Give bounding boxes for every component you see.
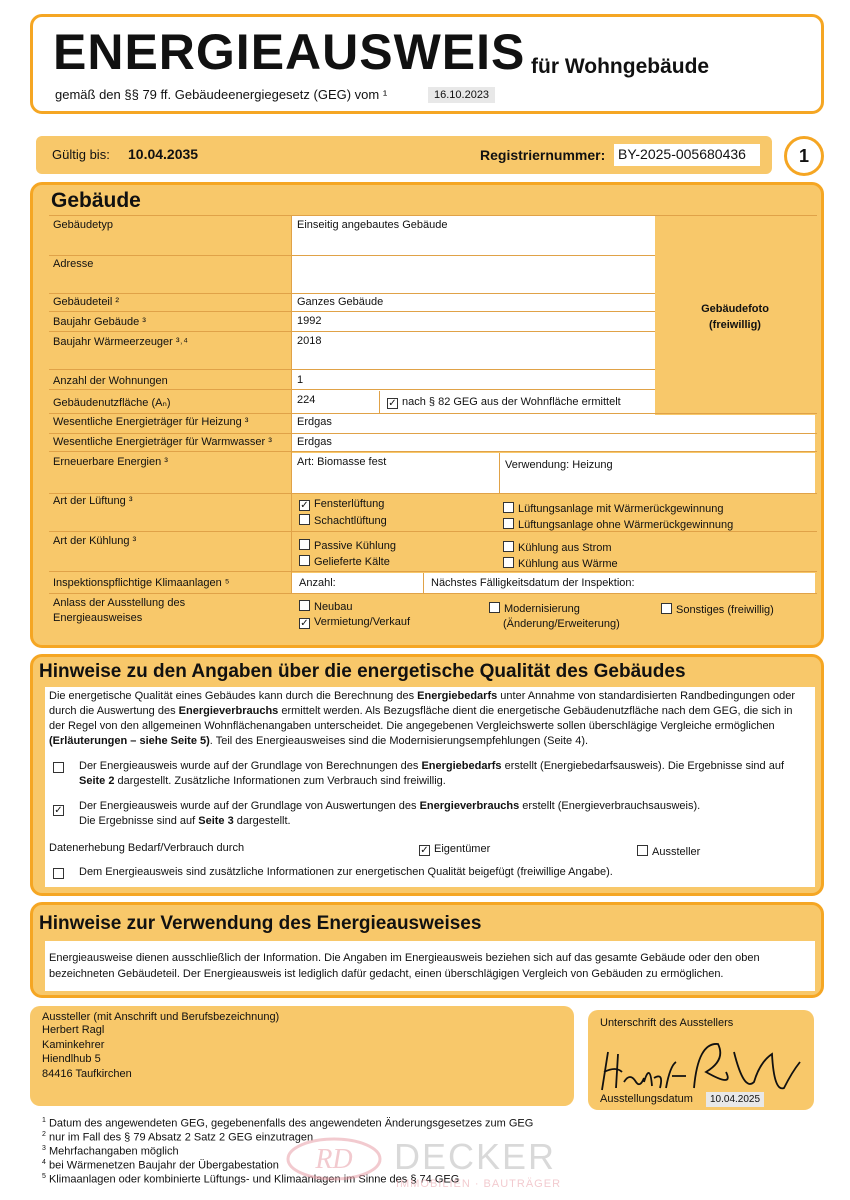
issue-date-label: Ausstellungsdatum <box>600 1093 693 1105</box>
vent-no-recovery-checkbox[interactable] <box>503 518 514 529</box>
reason-new-option: Neubau <box>299 600 353 613</box>
building-type-value: Einseitig angebautes Gebäude <box>297 219 448 231</box>
reason-rent-checkbox[interactable]: ✓ <box>300 618 309 629</box>
watermark-tagline: IMMOBILIEN · BAUTRÄGER <box>396 1178 562 1190</box>
floor-area-label: Gebäudenutzfläche (Aₙ) <box>53 397 171 409</box>
usage-text-1: Energieausweise dienen ausschließlich der Information. Die Angaben im Energieausweis beziehen sich auf das gesamte Gebäude oder den oben <box>49 952 760 964</box>
reason-new-checkbox[interactable] <box>299 600 310 611</box>
renewable-use: Verwendung: Heizung <box>505 459 613 471</box>
address-label: Adresse <box>53 258 94 270</box>
building-type-label: Gebäudetyp <box>53 219 113 231</box>
collection-issuer-checkbox[interactable] <box>637 845 648 856</box>
heater-year-value: 2018 <box>297 335 322 347</box>
reason-label-1: Anlass der Ausstellung des <box>53 597 186 609</box>
value-column-top <box>291 215 655 415</box>
document-subtitle: für Wohngebäude <box>531 55 710 78</box>
usage-checkbox[interactable]: ✓ <box>54 805 63 816</box>
building-part-value: Ganzes Gebäude <box>297 296 384 308</box>
ventilation-label: Art der Lüftung ³ <box>53 495 133 507</box>
footnote-4: $^4$ bei Wärmenetzen Baujahr der Übergabestation <box>42 1159 279 1172</box>
water-carrier-label: Wesentliche Energieträger für Warmwasser ³ <box>53 436 272 448</box>
collection-issuer-option: Aussteller <box>637 845 700 858</box>
usage-section-title: Hinweise zur Verwendung des Energieausweises <box>39 913 482 934</box>
units-label: Anzahl der Wohnungen <box>53 375 168 387</box>
notes-section-title: Hinweise zu den Angaben über die energetische Qualität des Gebäudes <box>39 661 686 682</box>
inspection-label: Inspektionspflichtige Klimaanlagen ⁵ <box>53 577 230 589</box>
notes-section <box>30 654 824 896</box>
watermark <box>284 1132 584 1196</box>
cool-delivered-option: Gelieferte Kälte <box>299 555 390 568</box>
issuer-box <box>30 1006 574 1106</box>
building-section <box>30 182 824 648</box>
valid-until-label: Gültig bis: <box>52 147 110 162</box>
cool-heat-checkbox[interactable] <box>503 557 514 568</box>
reason-modernisation-option: Modernisierung <box>489 602 580 615</box>
document-title: ENERGIEAUSWEIS <box>53 24 526 80</box>
footnote-1: $^1$ Datum des angewendeten GEG, gegebenenfalls des angewendeten Änderungsgesetzes zum GEG <box>42 1117 534 1130</box>
footnote-5: $^5$ Klimaanlagen oder kombinierte Lüftungs- und Klimaanlagen im Sinne des § 74 GEG <box>42 1173 460 1186</box>
construction-year-label: Baujahr Gebäude ³ <box>53 316 146 328</box>
vent-window-option: ✓ Fensterlüftung <box>300 498 385 511</box>
inspection-next-date: Nächstes Fälligkeitsdatum der Inspektion: <box>431 577 635 589</box>
registration-label: Registriernummer: <box>480 147 606 163</box>
photo-area <box>655 215 815 415</box>
vent-recovery-option: Lüftungsanlage mit Wärmerückgewinnung <box>503 502 723 515</box>
additional-info-checkbox[interactable] <box>53 868 64 879</box>
heating-carrier-value: Erdgas <box>297 416 332 428</box>
cool-electric-option: Kühlung aus Strom <box>503 541 612 554</box>
photo-label: Gebäudefoto <box>701 303 769 315</box>
page-number: 1 <box>784 136 824 176</box>
address-value <box>293 257 301 261</box>
collection-owner-option: ✓ Eigentümer <box>420 843 491 856</box>
data-collection-label: Datenerhebung Bedarf/Verbrauch durch <box>49 842 245 854</box>
vent-window-checkbox[interactable]: ✓ <box>300 500 309 511</box>
heating-carrier-label: Wesentliche Energieträger für Heizung ³ <box>53 416 249 428</box>
legal-basis: gemäß den §§ 79 ff. Gebäudeenergiegesetz (GEG) vom ¹ <box>55 87 388 102</box>
vent-shaft-checkbox[interactable] <box>299 514 310 525</box>
svg-text:RD: RD <box>315 1144 353 1175</box>
signature-label: Unterschrift des Ausstellers <box>600 1017 734 1029</box>
signature-box <box>588 1010 814 1110</box>
footnote-3: $^3$ Mehrfachangaben möglich <box>42 1145 179 1158</box>
validity-bar <box>36 136 772 174</box>
demand-option-text: Der Energieausweis wurde auf der Grundlage von Berechnungen des Energiebedarfs erstellt (Energiebedarfsausweis). Die Ergebnisse sind auf Seite 2 dargestellt. Zusätzliche Informationen zum Verbrauch sind freiwillig. <box>79 760 785 787</box>
collection-owner-checkbox[interactable]: ✓ <box>420 845 429 856</box>
building-part-label: Gebäudeteil ² <box>53 296 120 308</box>
issuer-name: Herbert Ragl <box>42 1024 105 1036</box>
reason-other-checkbox[interactable] <box>661 603 672 614</box>
area-method-option: ✓ nach § 82 GEG aus der Wohnfläche ermittelt <box>388 396 621 409</box>
reason-label-2: Energieausweises <box>53 612 143 624</box>
renewable-type: Art: Biomasse fest <box>297 456 387 468</box>
vent-recovery-checkbox[interactable] <box>503 502 514 513</box>
demand-checkbox-wrap <box>53 759 68 777</box>
cooling-label: Art der Kühlung ³ <box>53 535 137 547</box>
usage-text-2: bezeichneten Gebäudeteil. Der Energieausweis ist lediglich dafür gedacht, einen überschlägigen Vergleich von Gebäuden zu ermöglichen. <box>49 968 724 980</box>
issuer-label: Aussteller (mit Anschrift und Berufsbezeichnung) <box>42 1011 280 1023</box>
watermark-logo <box>284 1134 384 1184</box>
additional-info-text: Dem Energieausweis sind zusätzliche Informationen zur energetischen Qualität beigefügt (freiwillige Angabe). <box>79 866 613 878</box>
demand-checkbox[interactable] <box>53 762 64 773</box>
cool-passive-checkbox[interactable] <box>299 539 310 550</box>
cool-delivered-checkbox[interactable] <box>299 555 310 566</box>
registration-number: BY-2025-005680436 <box>614 144 760 166</box>
issuer-street: Hiendlhub 5 <box>42 1053 101 1065</box>
usage-section <box>30 902 824 998</box>
reason-other-option: Sonstiges (freiwillig) <box>661 603 774 616</box>
usage-body <box>45 941 815 991</box>
cool-electric-checkbox[interactable] <box>503 541 514 552</box>
vent-shaft-option: Schachtlüftung <box>299 514 387 527</box>
reason-modernisation-checkbox[interactable] <box>489 602 500 613</box>
notes-body <box>45 687 815 887</box>
floor-area-value: 224 <box>297 394 316 406</box>
issue-date: 10.04.2025 <box>706 1092 764 1107</box>
valid-until-date: 10.04.2035 <box>128 146 199 162</box>
issuer-profession: Kaminkehrer <box>42 1039 105 1051</box>
handwritten-signature <box>594 1032 808 1094</box>
additional-info-checkbox-wrap <box>53 865 68 883</box>
issuer-city: 84416 Taufkirchen <box>42 1068 132 1080</box>
building-section-title: Gebäude <box>51 189 141 212</box>
renewable-label: Erneuerbare Energien ³ <box>53 456 168 468</box>
area-method-checkbox[interactable]: ✓ <box>388 398 397 409</box>
units-value: 1 <box>297 374 304 386</box>
reason-modernisation-note: (Änderung/Erweiterung) <box>503 618 620 630</box>
header-box <box>30 14 824 114</box>
geg-date: 16.10.2023 <box>428 87 495 103</box>
watermark-brand: DECKER <box>394 1136 557 1177</box>
usage-checkbox-wrap <box>53 799 68 817</box>
heater-year-label: Baujahr Wärmeerzeuger ³˒⁴ <box>53 336 188 348</box>
construction-year-value: 1992 <box>297 315 322 327</box>
reason-rent-option: ✓ Vermietung/Verkauf <box>300 616 411 629</box>
photo-note: (freiwillig) <box>709 319 761 331</box>
cool-heat-option: Kühlung aus Wärme <box>503 557 618 570</box>
cool-passive-option: Passive Kühlung <box>299 539 396 552</box>
footnote-2: $^2$ nur im Fall des § 79 Absatz 2 Satz 2 GEG einzutragen <box>42 1131 314 1144</box>
water-carrier-value: Erdgas <box>297 436 332 448</box>
vent-no-recovery-option: Lüftungsanlage ohne Wärmerückgewinnung <box>503 518 733 531</box>
notes-intro: Die energetische Qualität eines Gebäudes kann durch die Berechnung des Energiebedarfs unter Annahme von standardisierten Randbedingungen oder durch die Auswertung des Energieverbrauchs ermittelt werden. Als Bezugsfläche dient die energetische Gebäudenutzfläche nach dem GEG, die sich in der Regel von den allgemeinen Wohnflächenangaben unterscheidet. Die angegebenen Vergleichswerte sollen überschlägige Vergleiche ermöglichen (Erläuterungen – siehe Seite 5). Teil des Energieausweises sind die Modernisierungsempfehlungen (Seite 4). <box>49 690 796 747</box>
usage-option-text: Der Energieausweis wurde auf der Grundlage von Auswertungen des Energieverbrauchs erstellt (Energieverbrauchsausweis). Die Ergebnisse sind auf Seite 3 dargestellt. <box>79 800 701 827</box>
inspection-count: Anzahl: <box>299 577 336 589</box>
